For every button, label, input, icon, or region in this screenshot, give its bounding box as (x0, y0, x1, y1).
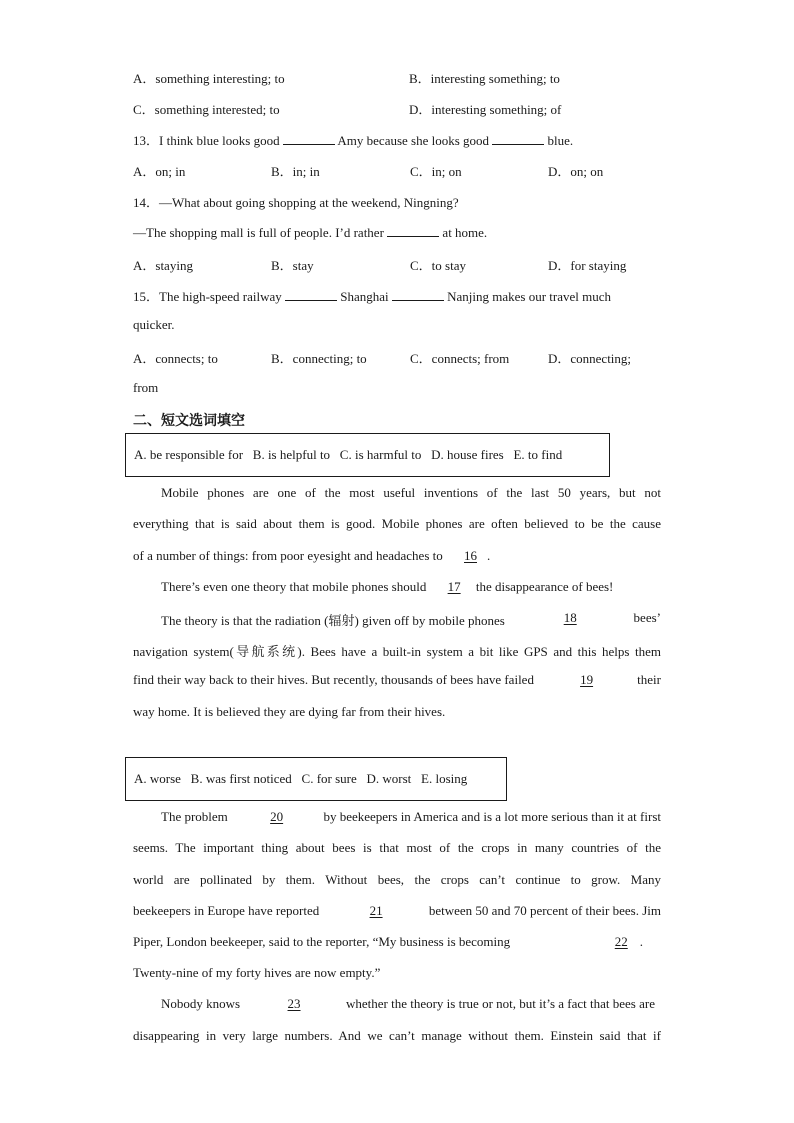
para3-line3: find their way back to their hives. But recently, thousands of bees have failed 19 their (133, 672, 661, 687)
para4-line2: seems. The important thing about bees is that most of the crops in many countries of the (133, 840, 661, 855)
blank-22[interactable]: 22 (614, 934, 628, 949)
word-bank-box-1 (125, 433, 610, 477)
para5-line2: disappearing in very large numbers. And we can’t manage without them. Einstein said that if (133, 1028, 661, 1043)
q15-options (133, 348, 663, 366)
q15-blank-1[interactable] (285, 288, 337, 301)
q15-blank-2[interactable] (392, 288, 444, 301)
q12-option-d[interactable]: D．interesting something; of (409, 102, 562, 117)
q15-option-a[interactable]: A．connects; to (133, 351, 218, 366)
para4-line5: Piper, London beekeeper, said to the reporter, “My business is becoming 22 . (133, 934, 643, 949)
q14-option-b[interactable]: B．stay (271, 258, 314, 273)
q13-blank-2[interactable] (492, 132, 544, 145)
q14-option-a[interactable]: A．staying (133, 258, 193, 273)
q13-blank-1[interactable] (283, 132, 335, 145)
q13-option-b[interactable]: B．in; in (271, 164, 320, 179)
para4-line3: world are pollinated by them. Without bees, the crops can’t continue to grow. Many (133, 872, 661, 887)
word-bank-2-text: A. worse B. was first noticed C. for sure D. worst E. losing (134, 771, 468, 786)
section-title: 二、短文选词填空 (133, 413, 245, 429)
para4-line4: beekeepers in Europe have reported 21 between 50 and 70 percent of their bees. Jim (133, 903, 661, 918)
blank-18[interactable]: 18 (563, 610, 577, 625)
blank-19[interactable]: 19 (580, 672, 594, 687)
word-bank-1-text: A. be responsible for B. is helpful to C. is harmful to D. house fires E. to find (134, 447, 563, 462)
q15-option-c[interactable]: C．connects; from (410, 351, 510, 366)
q14-stem-2: —The shopping mall is full of people. I’d rather at home. (133, 225, 488, 240)
q13-stem: 13．I think blue looks good Amy because she looks good blue. (133, 133, 574, 148)
para3-line1: The theory is that the radiation (辐射) given off by mobile phones 18 bees’ (161, 610, 661, 628)
blank-16[interactable]: 16 (464, 548, 477, 563)
q12-option-b[interactable]: B．interesting something; to (409, 71, 560, 86)
para1-line1: Mobile phones are one of the most useful inventions of the last 50 years, but not (161, 485, 661, 500)
q15-stem: 15．The high-speed railway Shanghai Nanjing makes our travel much (133, 289, 612, 304)
q12-option-a[interactable]: A．something interesting; to (133, 71, 285, 86)
blank-17[interactable]: 17 (447, 579, 461, 594)
para1-line3: of a number of things: from poor eyesight and headaches to 16 . (133, 548, 491, 563)
q15-stem-cont: quicker. (133, 317, 175, 332)
blank-23[interactable]: 23 (287, 996, 301, 1011)
q14-blank[interactable] (387, 224, 439, 237)
q12-option-c[interactable]: C．something interested; to (133, 102, 280, 117)
q14-options (133, 255, 663, 273)
q13-option-a[interactable]: A．on; in (133, 164, 186, 179)
para5-line1: Nobody knows 23 whether the theory is true or not, but it’s a fact that bees are (161, 996, 655, 1011)
q14-stem-1: 14．—What about going shopping at the weekend, Ningning? (133, 195, 459, 210)
q15-option-d[interactable]: D．connecting; (548, 351, 632, 366)
para4-line1: The problem 20 by beekeepers in America and is a lot more serious than it at first (161, 809, 661, 824)
q13-options (133, 161, 663, 179)
q13-option-c[interactable]: C．in; on (410, 164, 462, 179)
q14-option-c[interactable]: C．to stay (410, 258, 466, 273)
word-bank-box-2 (125, 757, 507, 801)
q13-option-d[interactable]: D．on; on (548, 164, 604, 179)
para3-line2: navigation system(导航系统). Bees have a built-in system a bit like GPS and this helps them (133, 644, 661, 659)
q12-options-row1 (133, 68, 663, 86)
q15-option-b[interactable]: B．connecting; to (271, 351, 367, 366)
para2-line1: There’s even one theory that mobile phones should 17 the disappearance of bees! (161, 579, 614, 594)
blank-20[interactable]: 20 (270, 809, 284, 824)
blank-21[interactable]: 21 (369, 903, 383, 918)
para1-line2: everything that is said about them is good. Mobile phones are often believed to be the cause (133, 516, 661, 531)
q15-option-d-cont: from (133, 380, 159, 395)
q14-option-d[interactable]: D．for staying (548, 258, 627, 273)
para4-line6: Twenty-nine of my forty hives are now empty.” (133, 965, 381, 980)
q12-options-row2 (133, 99, 663, 117)
para3-line4: way home. It is believed they are dying far from their hives. (133, 704, 446, 719)
